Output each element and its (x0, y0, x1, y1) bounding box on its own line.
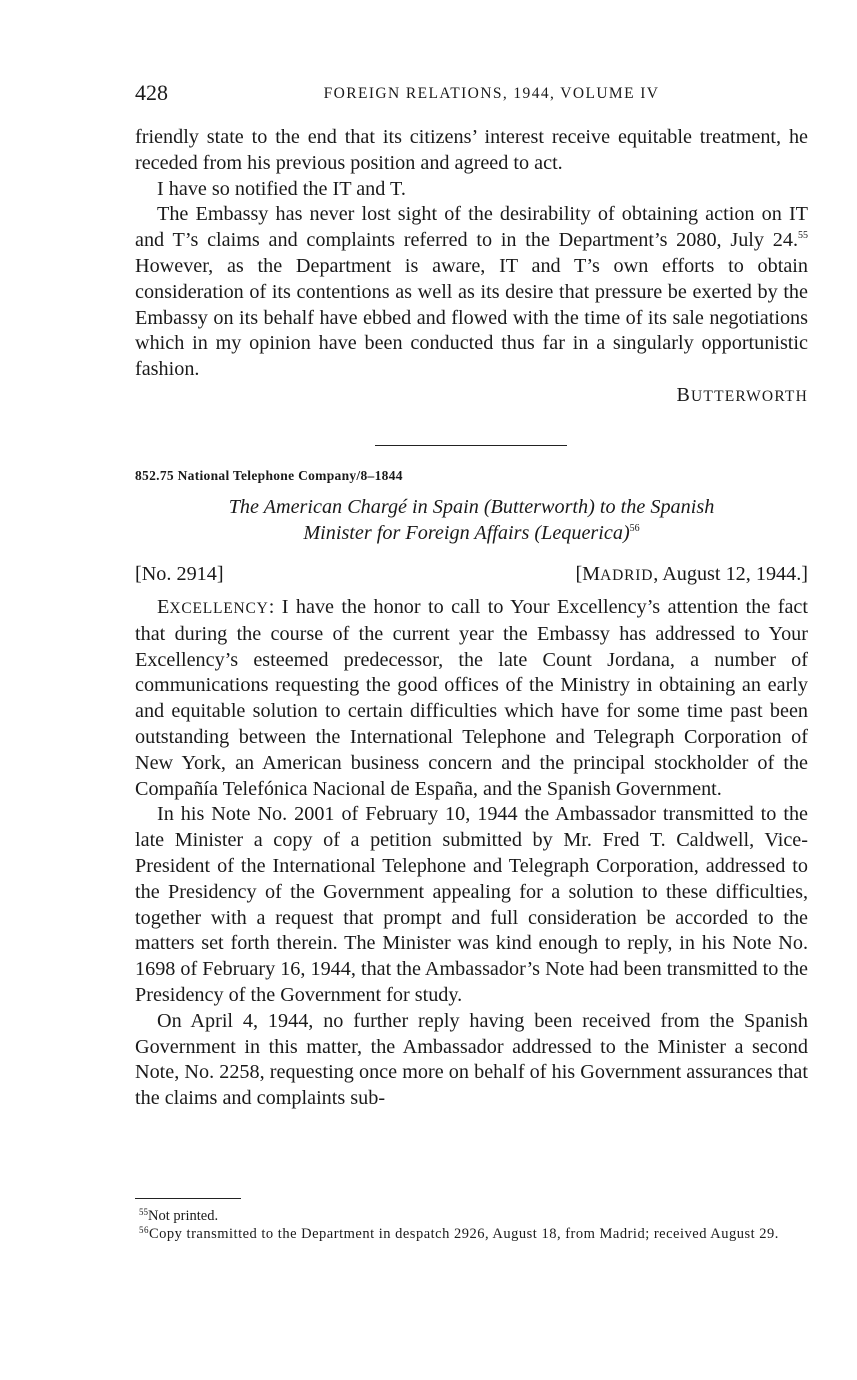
letter-paragraph-1-text: I have the honor to call to Your Excellency’s attention the fact that during the course of the current year the Embassy has addressed to Your Excellency’s esteemed predecessor, the late Count Jordana, a number of communications requesting the good offices of the Ministry in obtaining an early and equitable solution to certain difficulties which have for some time past been outstanding between the International Telephone and Telegraph Corporation of New York, an American business concern and the principal stockholder of the Compañía Telefónica Nacional de España, and the Spanish Government. (135, 596, 808, 800)
salutation-initial: E (157, 596, 170, 618)
title-line-2: Minister for Foreign Affairs (Lequerica) (303, 521, 630, 544)
footnote-55-text: Not printed. (148, 1208, 219, 1224)
letter-body (135, 595, 808, 1112)
continuation-paragraph-3 (135, 202, 808, 383)
salutation-colon: : (268, 596, 282, 618)
footnote-ref-55: 55 (798, 230, 808, 242)
dateline (135, 563, 808, 586)
title-line-1: The American Chargé in Spain (Butterworth) to the Spanish (228, 496, 715, 518)
letter-paragraph-1 (135, 595, 808, 802)
document-number: [No. 2914] (135, 563, 224, 585)
footnote-divider (135, 1198, 241, 1199)
date-rest: , August 12, 1944.] (653, 563, 808, 585)
paragraph-3-text-a: The Embassy has never lost sight of the desirability of obtaining action on IT and T’s claims and complaints referred to in the Department’s 2080, July 24. (135, 203, 808, 252)
letter-paragraph-3: On April 4, 1944, no further reply having been received from the Spanish Government in this matter, the Ambassador addressed to the Minister a second Note, No. 2258, requesting once more on behalf of his Government assurances that the claims and complaints sub- (135, 1009, 808, 1110)
letter-paragraph-2: In his Note No. 2001 of February 10, 1944 the Ambassador transmitted to the late Minister a copy of a petition submitted by Mr. Fred T. Caldwell, Vice-President of the International Telephone and Telegraph Corporation, addressed to the Presidency of the Government appealing for a solution to these difficulties, together with a request that prompt and full consideration be accorded to the matters set forth therein. The Minister was kind enough to reply, in his Note No. 1698 of February 16, 1944, that the Ambassador’s Note had been transmitted to the Presidency of the Government for study. (135, 803, 808, 1006)
title-line-2-wrap (135, 521, 808, 547)
document-title (135, 495, 808, 547)
date-place-initial: M (582, 563, 601, 585)
signature-initial: B (676, 383, 692, 406)
page-header (135, 80, 808, 110)
footnote-55 (135, 1208, 808, 1226)
document-date (575, 563, 808, 586)
page-number: 428 (135, 80, 168, 105)
salutation-rest: XCELLENCY (169, 600, 269, 617)
running-head: FOREIGN RELATIONS, 1944, VOLUME IV (323, 85, 660, 102)
date-bracket: [ (575, 563, 583, 585)
footnotes (135, 1208, 808, 1243)
footnote-56-text: Copy transmitted to the Department in despatch 2926, August 18, from Madrid; received August 29. (149, 1225, 779, 1242)
paragraph-3-text-b: However, as the Department is aware, IT and T’s own efforts to obtain consideration of its contentions as well as its desire that pressure be exerted by the Embassy on its behalf have ebbed and flowed with the time of its sale negotiations which in my opinion have been conducted thus far in a singularly opportunistic fashion. (135, 254, 808, 381)
footnote-ref-56: 56 (629, 522, 640, 534)
continuation-text (135, 125, 808, 410)
signature-rest: UTTERWORTH (691, 387, 808, 405)
continuation-paragraph-1: friendly state to the end that its citizens’ interest receive equitable treatment, he receded from his previous position and agreed to act. (135, 126, 808, 174)
file-reference: 852.75 National Telephone Company/8–1844 (135, 468, 403, 483)
footnote-56-mark: 56 (139, 1224, 149, 1235)
continuation-paragraph-2: I have so notified the IT and T. (157, 177, 406, 200)
signature (135, 383, 808, 410)
footnote-56 (135, 1226, 808, 1244)
section-divider (375, 445, 567, 446)
date-place-rest: ADRID (600, 567, 654, 584)
footnote-55-mark: 55 (139, 1207, 148, 1217)
